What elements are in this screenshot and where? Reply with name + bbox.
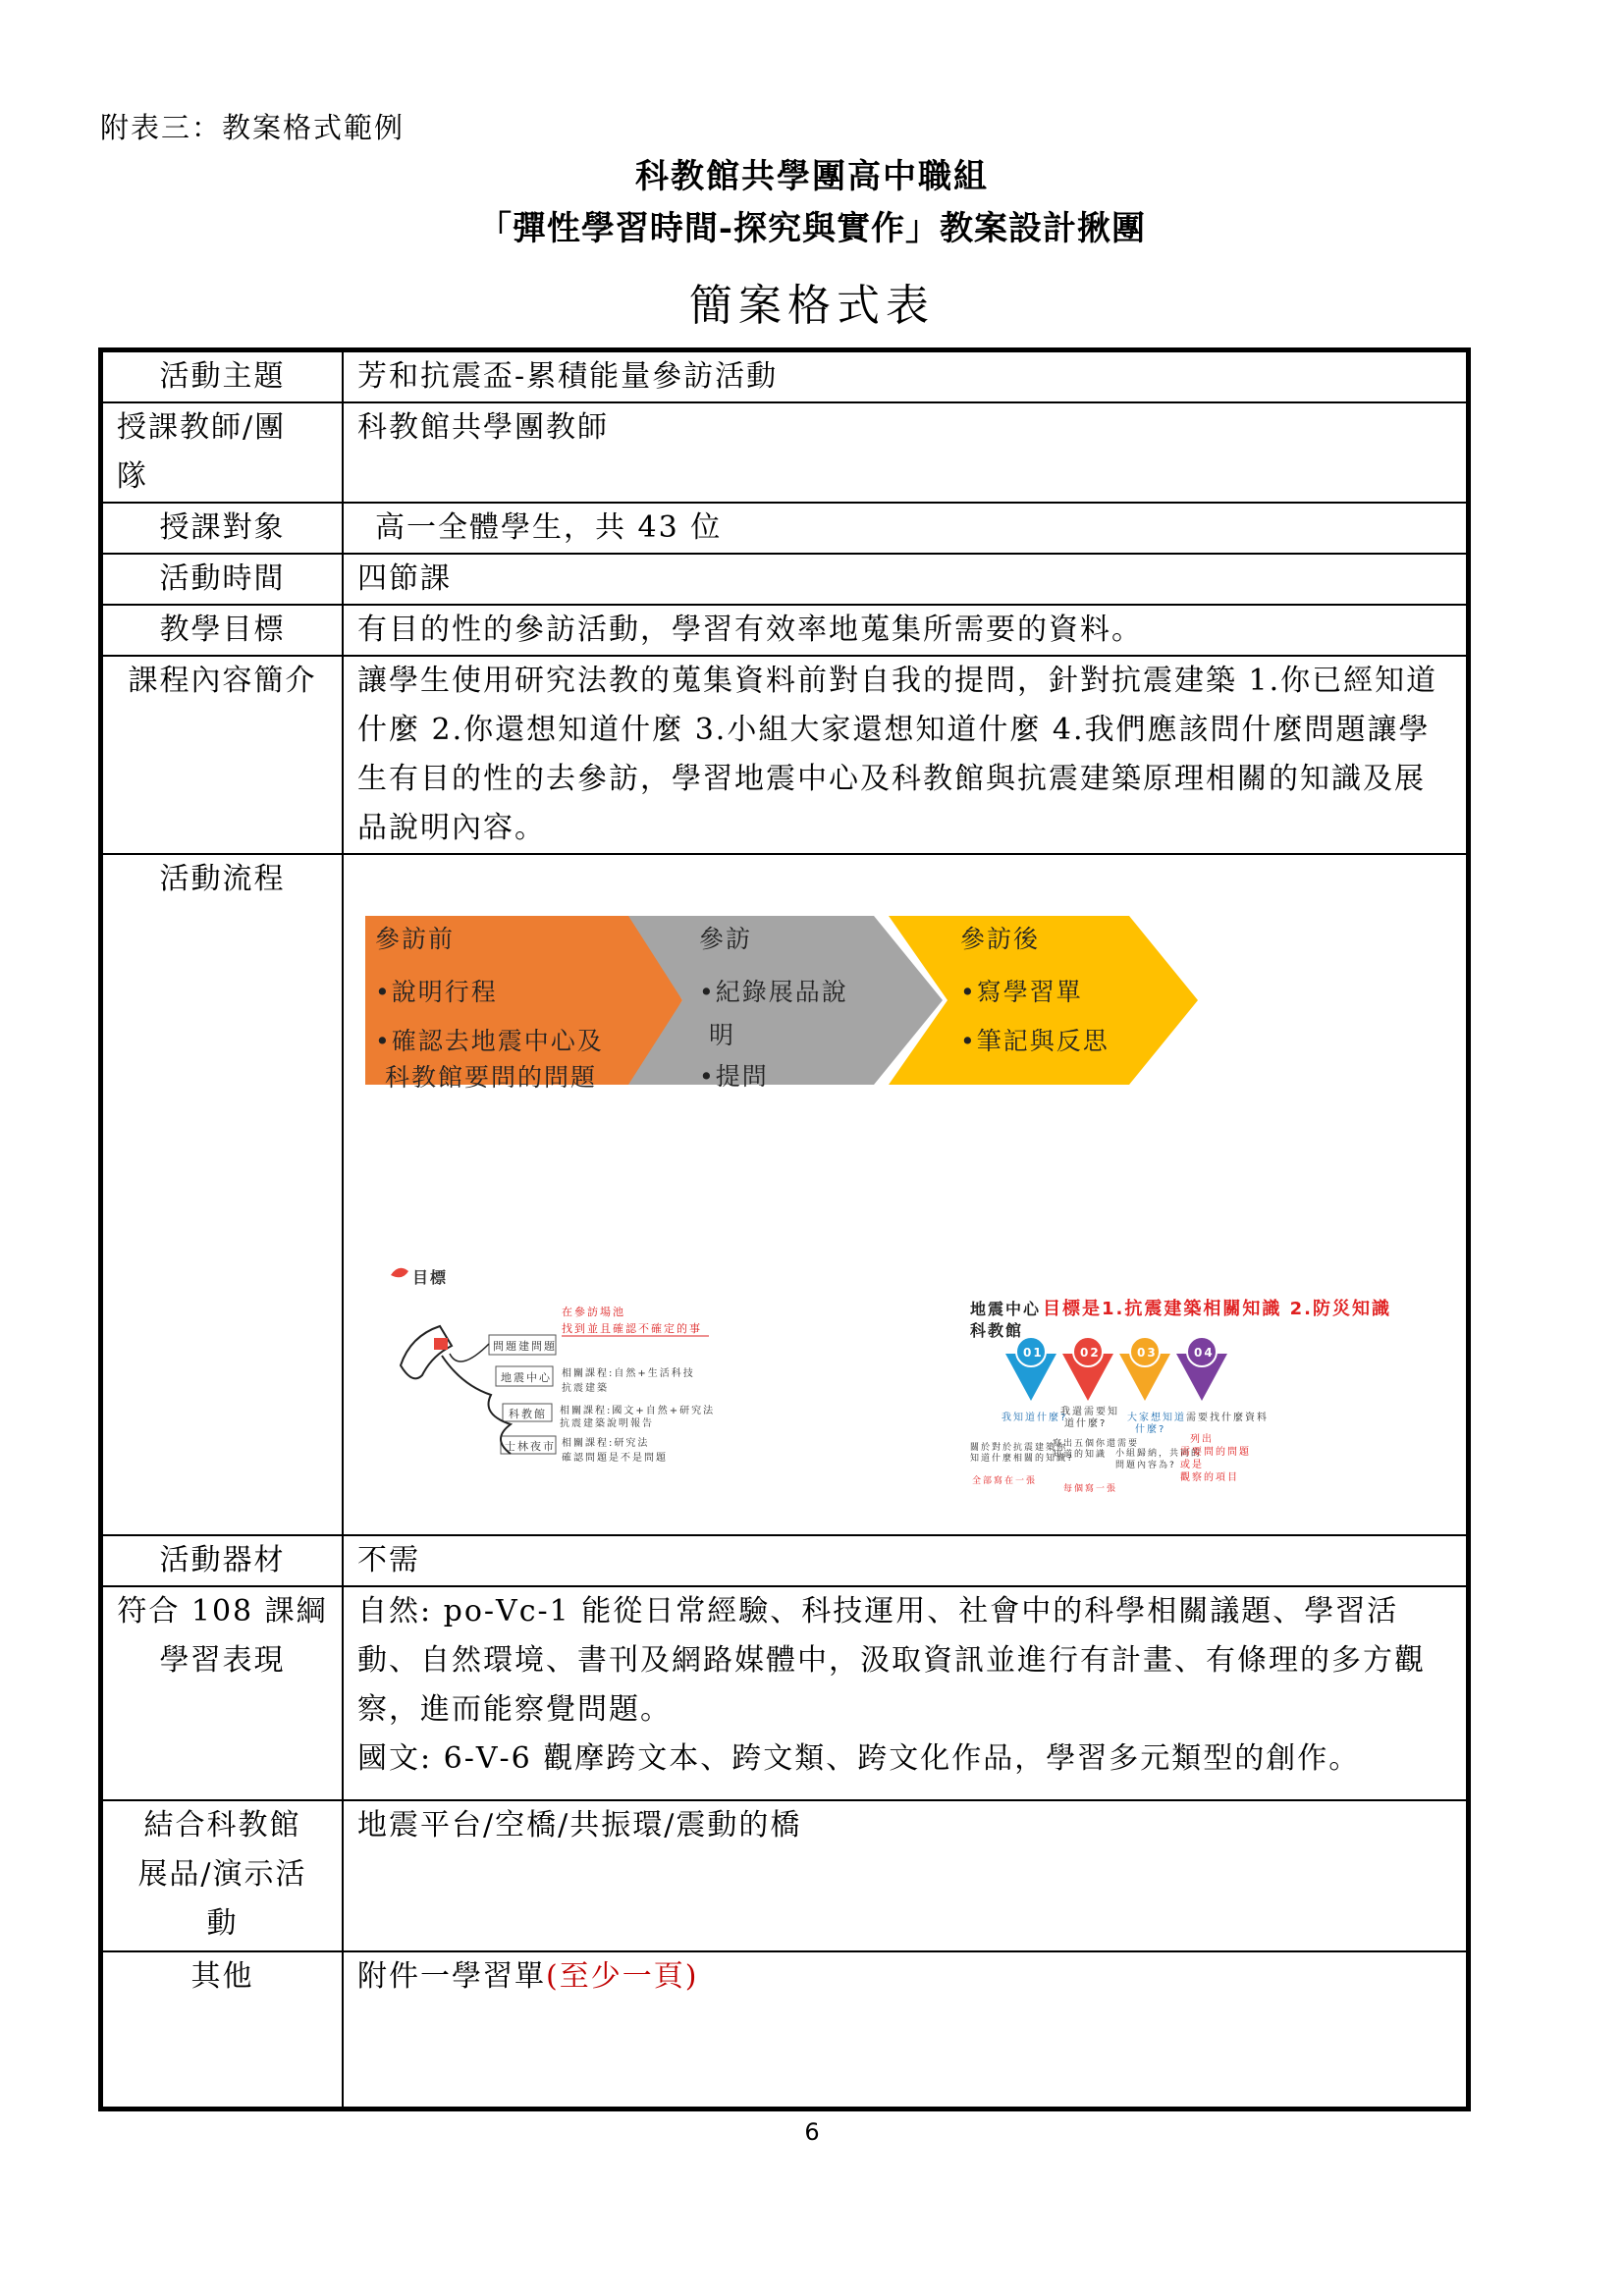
lesson-plan-table	[98, 347, 1471, 2111]
svg-text:關於對於抗震建築你: 關於對於抗震建築你	[970, 1443, 1068, 1453]
svg-text:我知道什麼?: 我知道什麼?	[1001, 1413, 1068, 1423]
value-curriculum	[343, 1586, 1469, 1800]
infographic-place: 科教館	[970, 1321, 1024, 1340]
row-time	[101, 554, 1469, 605]
annex-label: 附表三：教案格式範例	[100, 111, 406, 144]
label-equipment: 活動器材	[101, 1535, 344, 1586]
value-exhibit: 地震平台/空橋/共振環/震動的橋	[343, 1800, 1469, 1951]
value-other: 附件一學習單(至少一頁)	[343, 1951, 1469, 2109]
infographic-steps	[1005, 1337, 1227, 1401]
hand-icon	[401, 1326, 452, 1378]
logo-icon	[391, 1268, 408, 1277]
curriculum-science: 自然: po-Ⅴc-1 能從日常經驗、科技運用、社會中的科學相關議題、學習活動、自然環境、書刊及網路媒體中，汲取資訊並進行有計畫、有條理的多方觀察，進而能察覺問題。	[357, 1594, 1426, 1727]
row-equipment	[101, 1535, 1469, 1586]
stage-before-item: •說明行程	[375, 978, 498, 1006]
sketch-box: 問題建問題	[493, 1340, 557, 1353]
stage-during-item: 明	[709, 1021, 736, 1049]
row-content	[101, 656, 1469, 854]
label-time: 活動時間	[101, 554, 344, 605]
row-audience	[101, 503, 1469, 554]
label-theme: 活動主題	[101, 350, 344, 403]
label-content: 課程內容簡介	[101, 656, 344, 854]
goal-infographic	[970, 1298, 1391, 1340]
value-theme: 芳和抗震盃-累積能量參訪活動	[343, 350, 1469, 403]
step-number: 01	[1023, 1346, 1044, 1360]
sketch-box: 士林夜市	[505, 1440, 556, 1453]
svg-text:或是: 或是	[1180, 1460, 1204, 1470]
svg-text:什麼?: 什麼?	[1135, 1424, 1166, 1435]
label-teacher: 授課教師/團 隊	[101, 402, 344, 503]
stage-after-title: 參訪後	[960, 925, 1041, 953]
document-subtitle: 「彈性學習時間-探究與實作」教案設計揪團	[477, 209, 1147, 248]
stage-before-item: •確認去地震中心及	[375, 1027, 604, 1055]
svg-text:每個寫一張: 每個寫一張	[1063, 1484, 1118, 1494]
svg-text:抗震建築說明報告: 抗震建築說明報告	[560, 1418, 654, 1429]
svg-text:寫出五個你還需要: 寫出五個你還需要	[1053, 1439, 1140, 1449]
sketch-red-note: 在參訪場池	[562, 1306, 625, 1318]
stage-before-item: 科教館要問的問題	[385, 1063, 598, 1092]
page-number: 6	[804, 2118, 820, 2146]
svg-text:大家想知道: 大家想知道	[1127, 1413, 1186, 1423]
row-other	[101, 1951, 1469, 2109]
activity-flow-graphic	[344, 855, 1473, 1532]
sketch-red-note: 找到並且確認不確定的事	[562, 1322, 702, 1335]
label-exhibit: 結合科教館 展品/演示活 動	[101, 1800, 344, 1951]
stage-after-item: •筆記與反思	[960, 1027, 1110, 1055]
svg-text:觀察的項目: 觀察的項目	[1180, 1472, 1239, 1483]
sketch-box: 科教館	[509, 1408, 547, 1420]
svg-text:列出: 列出	[1190, 1434, 1214, 1445]
svg-text:相關課程:研究法: 相關課程:研究法	[562, 1438, 650, 1449]
svg-text:我還需要知: 我還需要知	[1060, 1407, 1119, 1417]
sketch-heading: 目標	[412, 1268, 449, 1287]
svg-text:知道什麼相關的知識?: 知道什麼相關的知識?	[970, 1454, 1074, 1464]
row-theme	[101, 350, 1469, 403]
goal-sketch	[391, 1268, 715, 1464]
row-curriculum	[101, 1586, 1469, 1800]
step-number: 02	[1080, 1346, 1101, 1360]
infographic-place: 地震中心	[970, 1300, 1042, 1318]
form-title: 簡案格式表	[689, 281, 935, 331]
step-number: 04	[1194, 1346, 1215, 1360]
label-curriculum: 符合 108 課綱 學習表現	[101, 1586, 344, 1800]
label-goal: 教學目標	[101, 605, 344, 656]
svg-text:問題內容為?: 問題內容為?	[1115, 1461, 1176, 1470]
stage-before-title: 參訪前	[375, 925, 456, 953]
svg-text:相關課程:國文+自然+研究法: 相關課程:國文+自然+研究法	[560, 1406, 716, 1416]
value-time: 四節課	[343, 554, 1469, 605]
svg-text:確認問題是不是問題: 確認問題是不是問題	[562, 1453, 668, 1464]
svg-text:道什麼?: 道什麼?	[1064, 1418, 1108, 1429]
svg-text:小組歸納，共同的: 小組歸納，共同的	[1115, 1449, 1203, 1459]
value-equipment: 不需	[343, 1535, 1469, 1586]
label-flow: 活動流程	[101, 854, 344, 1535]
svg-text:相關課程:自然+生活科技: 相關課程:自然+生活科技	[562, 1368, 695, 1379]
svg-text:抗震建築: 抗震建築	[562, 1383, 609, 1394]
label-audience: 授課對象	[101, 503, 344, 554]
value-teacher: 科教館共學團教師	[343, 402, 1469, 503]
row-flow	[101, 854, 1469, 1535]
stage-during-item: •紀錄展品說	[699, 978, 848, 1006]
label-other: 其他	[101, 1951, 344, 2109]
row-exhibit	[101, 1800, 1469, 1951]
step-number: 03	[1137, 1346, 1158, 1360]
sketch-box: 地震中心	[501, 1371, 552, 1384]
stage-during-item: •提問	[699, 1062, 769, 1091]
value-flow	[343, 854, 1469, 1535]
value-audience: 高一全體學生，共 43 位	[343, 503, 1469, 554]
value-content: 讓學生使用研究法教的蒐集資料前對自我的提問，針對抗震建築 1.你已經知道什麼 2.你還想知道什麼 3.小組大家還想知道什麼 4.我們應該問什麼問題讓學生有目的性的去參訪，學習地震中心及科教館與抗震建築原理相關的知識及展品說明內容。	[343, 656, 1469, 854]
document-title: 科教館共學團高中職組	[635, 157, 989, 196]
svg-text:需要問的問題: 需要問的問題	[1180, 1447, 1251, 1458]
stage-during-title: 參訪	[699, 925, 753, 953]
svg-text:知道的知識: 知道的知識	[1053, 1450, 1108, 1460]
row-teacher	[101, 402, 1469, 503]
row-goal	[101, 605, 1469, 656]
svg-text:全部寫在一張: 全部寫在一張	[972, 1476, 1038, 1486]
infographic-goal: 目標是1.抗震建築相關知識 2.防災知識	[1043, 1299, 1391, 1319]
svg-text:需要找什麼資料: 需要找什麼資料	[1186, 1413, 1269, 1423]
value-goal: 有目的性的參訪活動，學習有效率地蒐集所需要的資料。	[343, 605, 1469, 656]
curriculum-chinese: 國文: 6-Ⅴ-6 觀摩跨文本、跨文類、跨文化作品，學習多元類型的創作。	[357, 1741, 1361, 1776]
stage-after-item: •寫學習單	[960, 978, 1083, 1006]
